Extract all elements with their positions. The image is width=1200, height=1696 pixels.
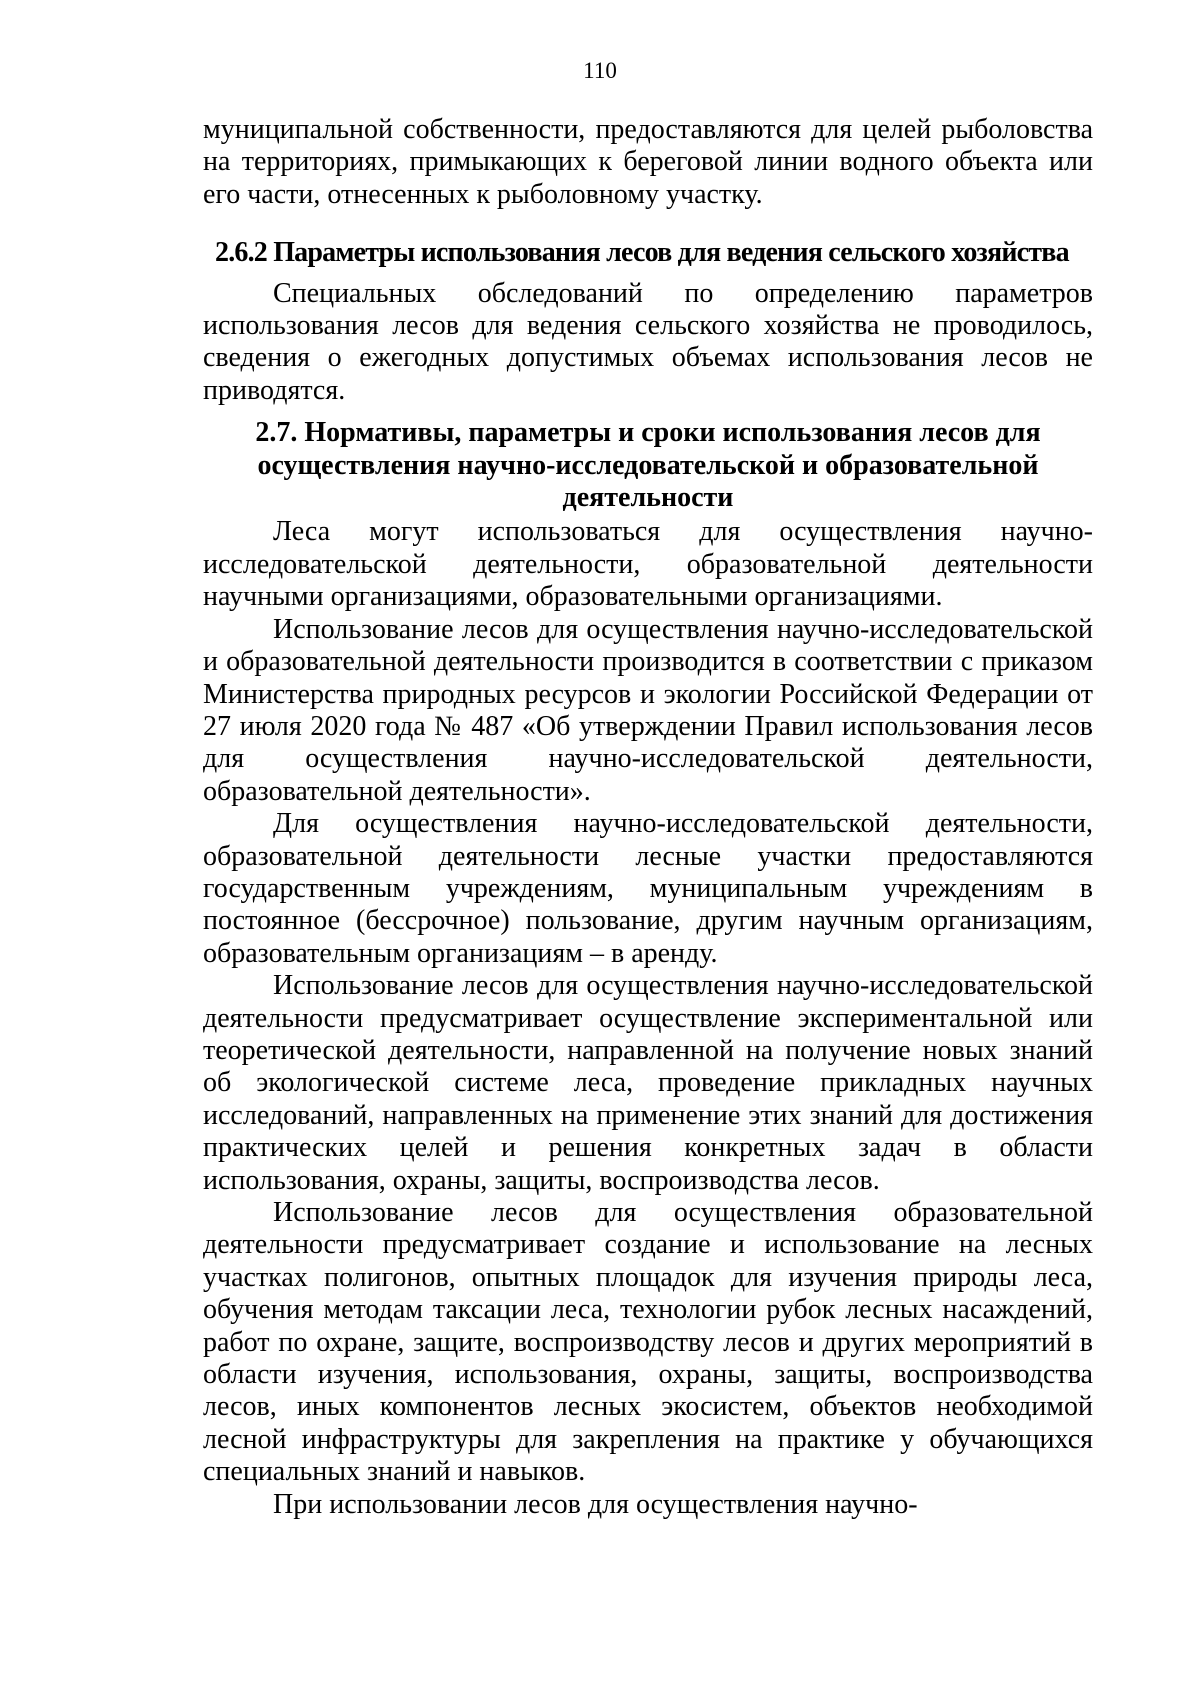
paragraph: Специальных обследований по определению параметров использования лесов для ведения сельского хозяйства не проводилось, сведения о ежегодных допустимых объемах использования лесов не приводятся. (203, 277, 1093, 406)
section-heading-2-7: 2.7. Нормативы, параметры и сроки использования лесов для осуществления научно-исследовательской и образовательной деятельности (255, 417, 1041, 514)
section-heading-2-6-2: 2.6.2 Параметры использования лесов для ведения сельского хозяйства (215, 237, 1069, 269)
paragraph: Леса могут использоваться для осуществления научно-исследовательской деятельности, образовательной деятельности научными организациями, образовательными организациями. (203, 516, 1093, 613)
paragraph-continuation: муниципальной собственности, предоставляются для целей рыболовства на территориях, примыкающих к береговой линии водного объекта или его части, отнесенных к рыболовному участку. (203, 114, 1093, 210)
paragraph: Для осуществления научно-исследовательской деятельности, образовательной деятельности лесные участки предоставляются государственным учреждениям, муниципальным учреждениям в постоянное (бессрочное) пользование, другим научным организациям, образовательным организациям – в аренду. (203, 808, 1093, 969)
paragraph: Использование лесов для осуществления образовательной деятельности предусматривает создание и использование на лесных участках полигонов, опытных площадок для изучения природы леса, обучения методам таксации леса, технологии рубок лесных насаждений, работ по охране, защите, воспроизводству лесов и других мероприятий в области изучения, использования, охраны, защиты, воспроизводства лесов, иных компонентов лесных экосистем, объектов необходимой лесной инфраструктуры для закрепления на практике у обучающихся специальных знаний и навыков. (203, 1197, 1093, 1488)
paragraph-truncated: При использовании лесов для осуществления научно- (273, 1488, 918, 1520)
page-content (203, 114, 1093, 1521)
page-number: 110 (583, 58, 617, 83)
paragraph: Использование лесов для осуществления научно-исследовательской и образовательной деятельности производится в соответствии с приказом Министерства природных ресурсов и экологии Российской Федерации от 27 июля 2020 года № 487 «Об утверждении Правил использования лесов для осуществления научно-исследовательской деятельности, образовательной деятельности». (203, 613, 1093, 807)
paragraph: Использование лесов для осуществления научно-исследовательской деятельности предусматривает осуществление экспериментальной или теоретической деятельности, направленной на получение новых знаний об экологической системе леса, проведение прикладных научных исследований, направленных на применение этих знаний для достижения практических целей и решения конкретных задач в области использования, охраны, защиты, воспроизводства лесов. (203, 970, 1093, 1196)
